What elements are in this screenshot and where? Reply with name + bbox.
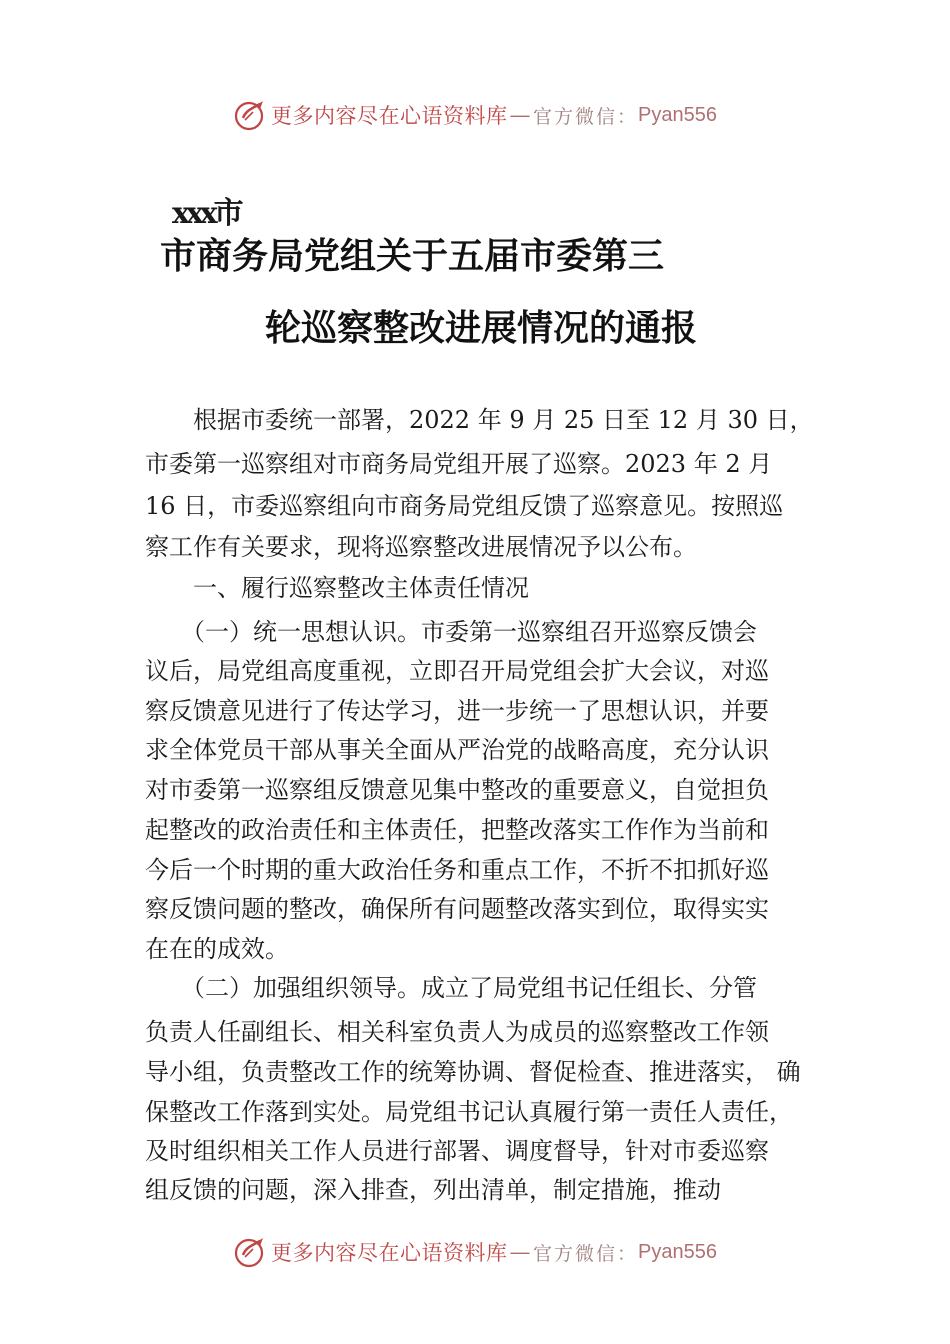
document-seal-text: xxx市 (172, 196, 240, 231)
header-watermark (0, 95, 950, 135)
body-line: 16 日，市委巡察组向市商务局党组反馈了巡察意见。按照巡 (145, 492, 784, 520)
watermark-wechat-label: 官方微信： (533, 1242, 639, 1265)
body-line: 负责人任副组长、相关科室负责人为成员的巡察整改工作领 (145, 1018, 769, 1046)
body-line: 求全体党员干部从事关全面从严治党的战略高度，充分认识 (145, 736, 769, 764)
body-line: 察反馈意见进行了传达学习，进一步统一了思想认识，并要 (145, 697, 769, 725)
section-heading: 一、履行巡察整改主体责任情况 (145, 574, 529, 602)
body-line: 根据市委统一部署，2022 年 9 月 25 日至 12 月 30 日， (145, 406, 814, 434)
watermark-dash: — (509, 1240, 531, 1264)
body-line: （一）统一思想认识。市委第一巡察组召开巡察反馈会 (145, 618, 757, 646)
watermark-dash: — (509, 103, 531, 127)
footer-watermark (0, 1232, 950, 1272)
body-line: 察反馈问题的整改，确保所有问题整改落实到位，取得实实 (145, 895, 769, 923)
watermark-wechat-label: 官方微信： (533, 105, 639, 128)
document-title-line-1: 市商务局党组关于五届市委第三 (160, 235, 665, 277)
body-line: （二）加强组织领导。成立了局党组书记任组长、分管 (145, 974, 757, 1002)
body-line: 市委第一巡察组对市商务局党组开展了巡察。2023 年 2 月 (145, 450, 773, 478)
body-line: 及时组织相关工作人员进行部署、调度督导，针对市委巡察 (145, 1137, 769, 1165)
body-line: 对市委第一巡察组反馈意见集中整改的重要意义，自觉担负 (145, 776, 769, 804)
body-line: 组反馈的问题，深入排查，列出清单，制定措施，推动 (145, 1176, 721, 1204)
body-line: 保整改工作落到实处。局党组书记认真履行第一责任人责任， (145, 1098, 793, 1126)
brand-logo-icon (233, 1235, 267, 1269)
watermark-text: 更多内容尽在心语资料库 (271, 1241, 508, 1265)
watermark-wechat-id: Pyan556 (638, 1240, 717, 1263)
brand-logo-icon (233, 98, 267, 132)
document-title-line-2: 轮巡察整改进展情况的通报 (265, 307, 698, 349)
body-line: 导小组，负责整改工作的统筹协调、督促检查、推进落实， 确 (145, 1058, 801, 1086)
body-line: 议后，局党组高度重视，立即召开局党组会扩大会议，对巡 (145, 657, 769, 685)
body-line: 今后一个时期的重大政治任务和重点工作，不折不扣抓好巡 (145, 856, 769, 884)
body-line: 察工作有关要求，现将巡察整改进展情况予以公布。 (145, 533, 697, 561)
watermark-text: 更多内容尽在心语资料库 (271, 104, 508, 128)
body-line: 在在的成效。 (145, 935, 289, 963)
watermark-wechat-id: Pyan556 (638, 103, 717, 126)
body-line: 起整改的政治责任和主体责任，把整改落实工作作为当前和 (145, 816, 769, 844)
